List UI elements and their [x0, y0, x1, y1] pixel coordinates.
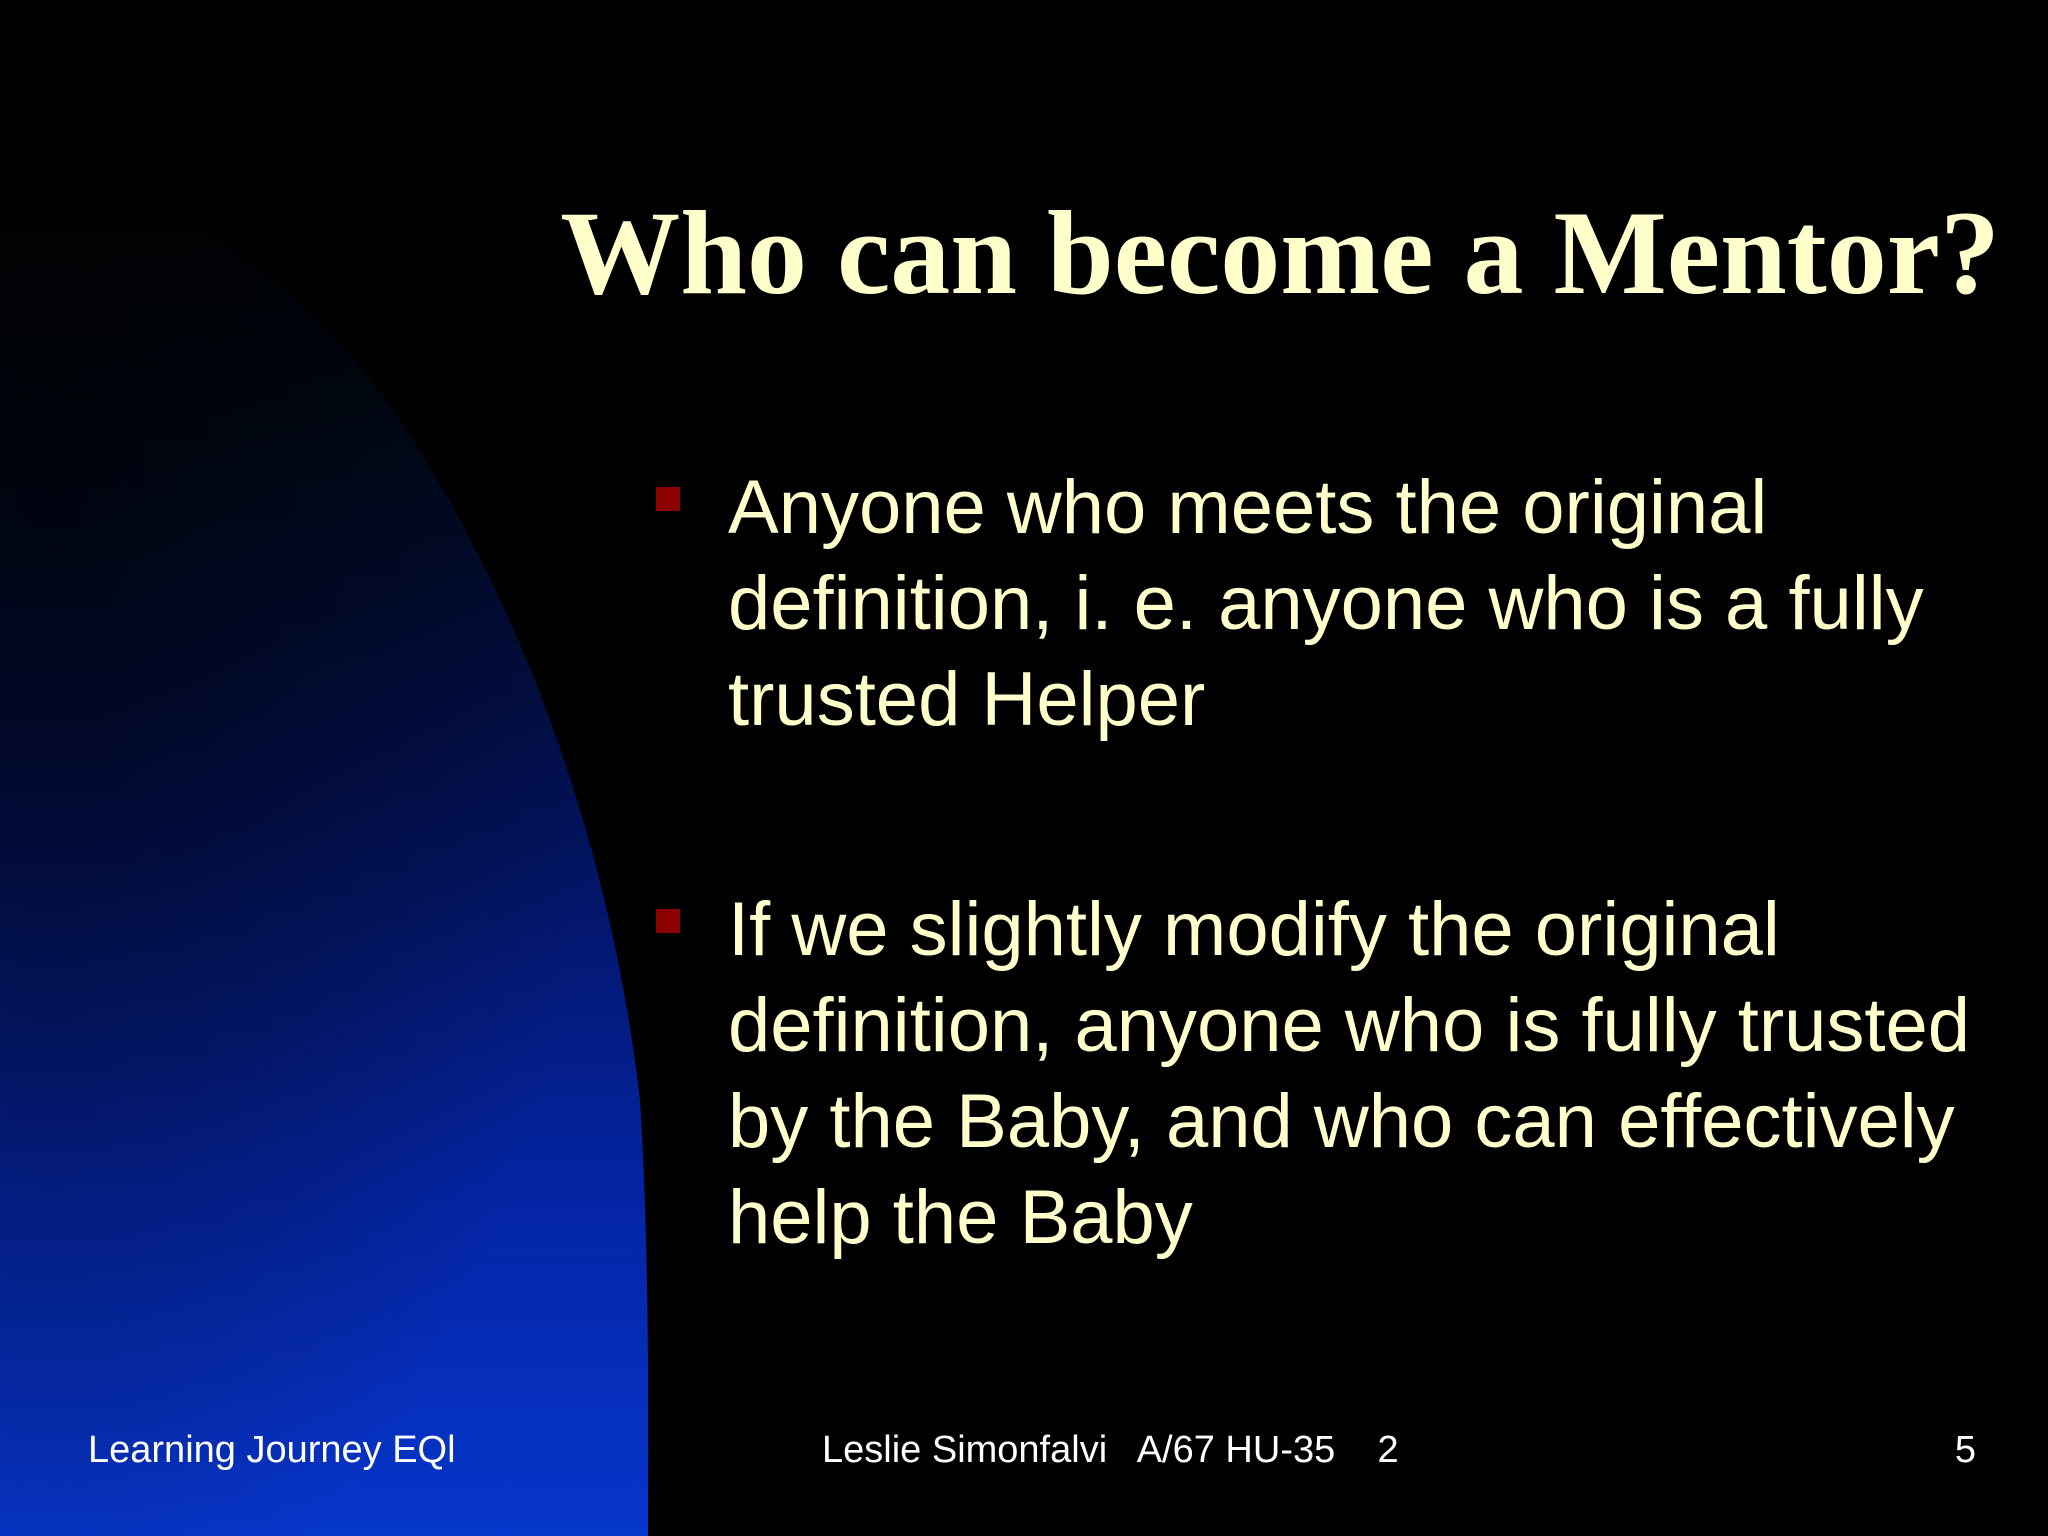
square-bullet-icon — [656, 909, 680, 933]
bullet-text: Anyone who meets the original definition, i. e. anyone who is a fully trusted Helper — [728, 465, 1924, 742]
square-bullet-icon — [656, 487, 680, 511]
page-number: 5 — [1954, 1429, 1976, 1471]
footer-center-text: Leslie Simonfalvi A/67 HU-35 2 — [822, 1429, 1399, 1471]
slide-title: Who can become a Mentor? — [560, 186, 2000, 319]
footer-left-text: Learning Journey EQl — [88, 1429, 456, 1471]
bullet-text: If we slightly modify the original definition, anyone who is fully trusted by the Baby, and who can effectively help the Baby — [728, 887, 1971, 1260]
